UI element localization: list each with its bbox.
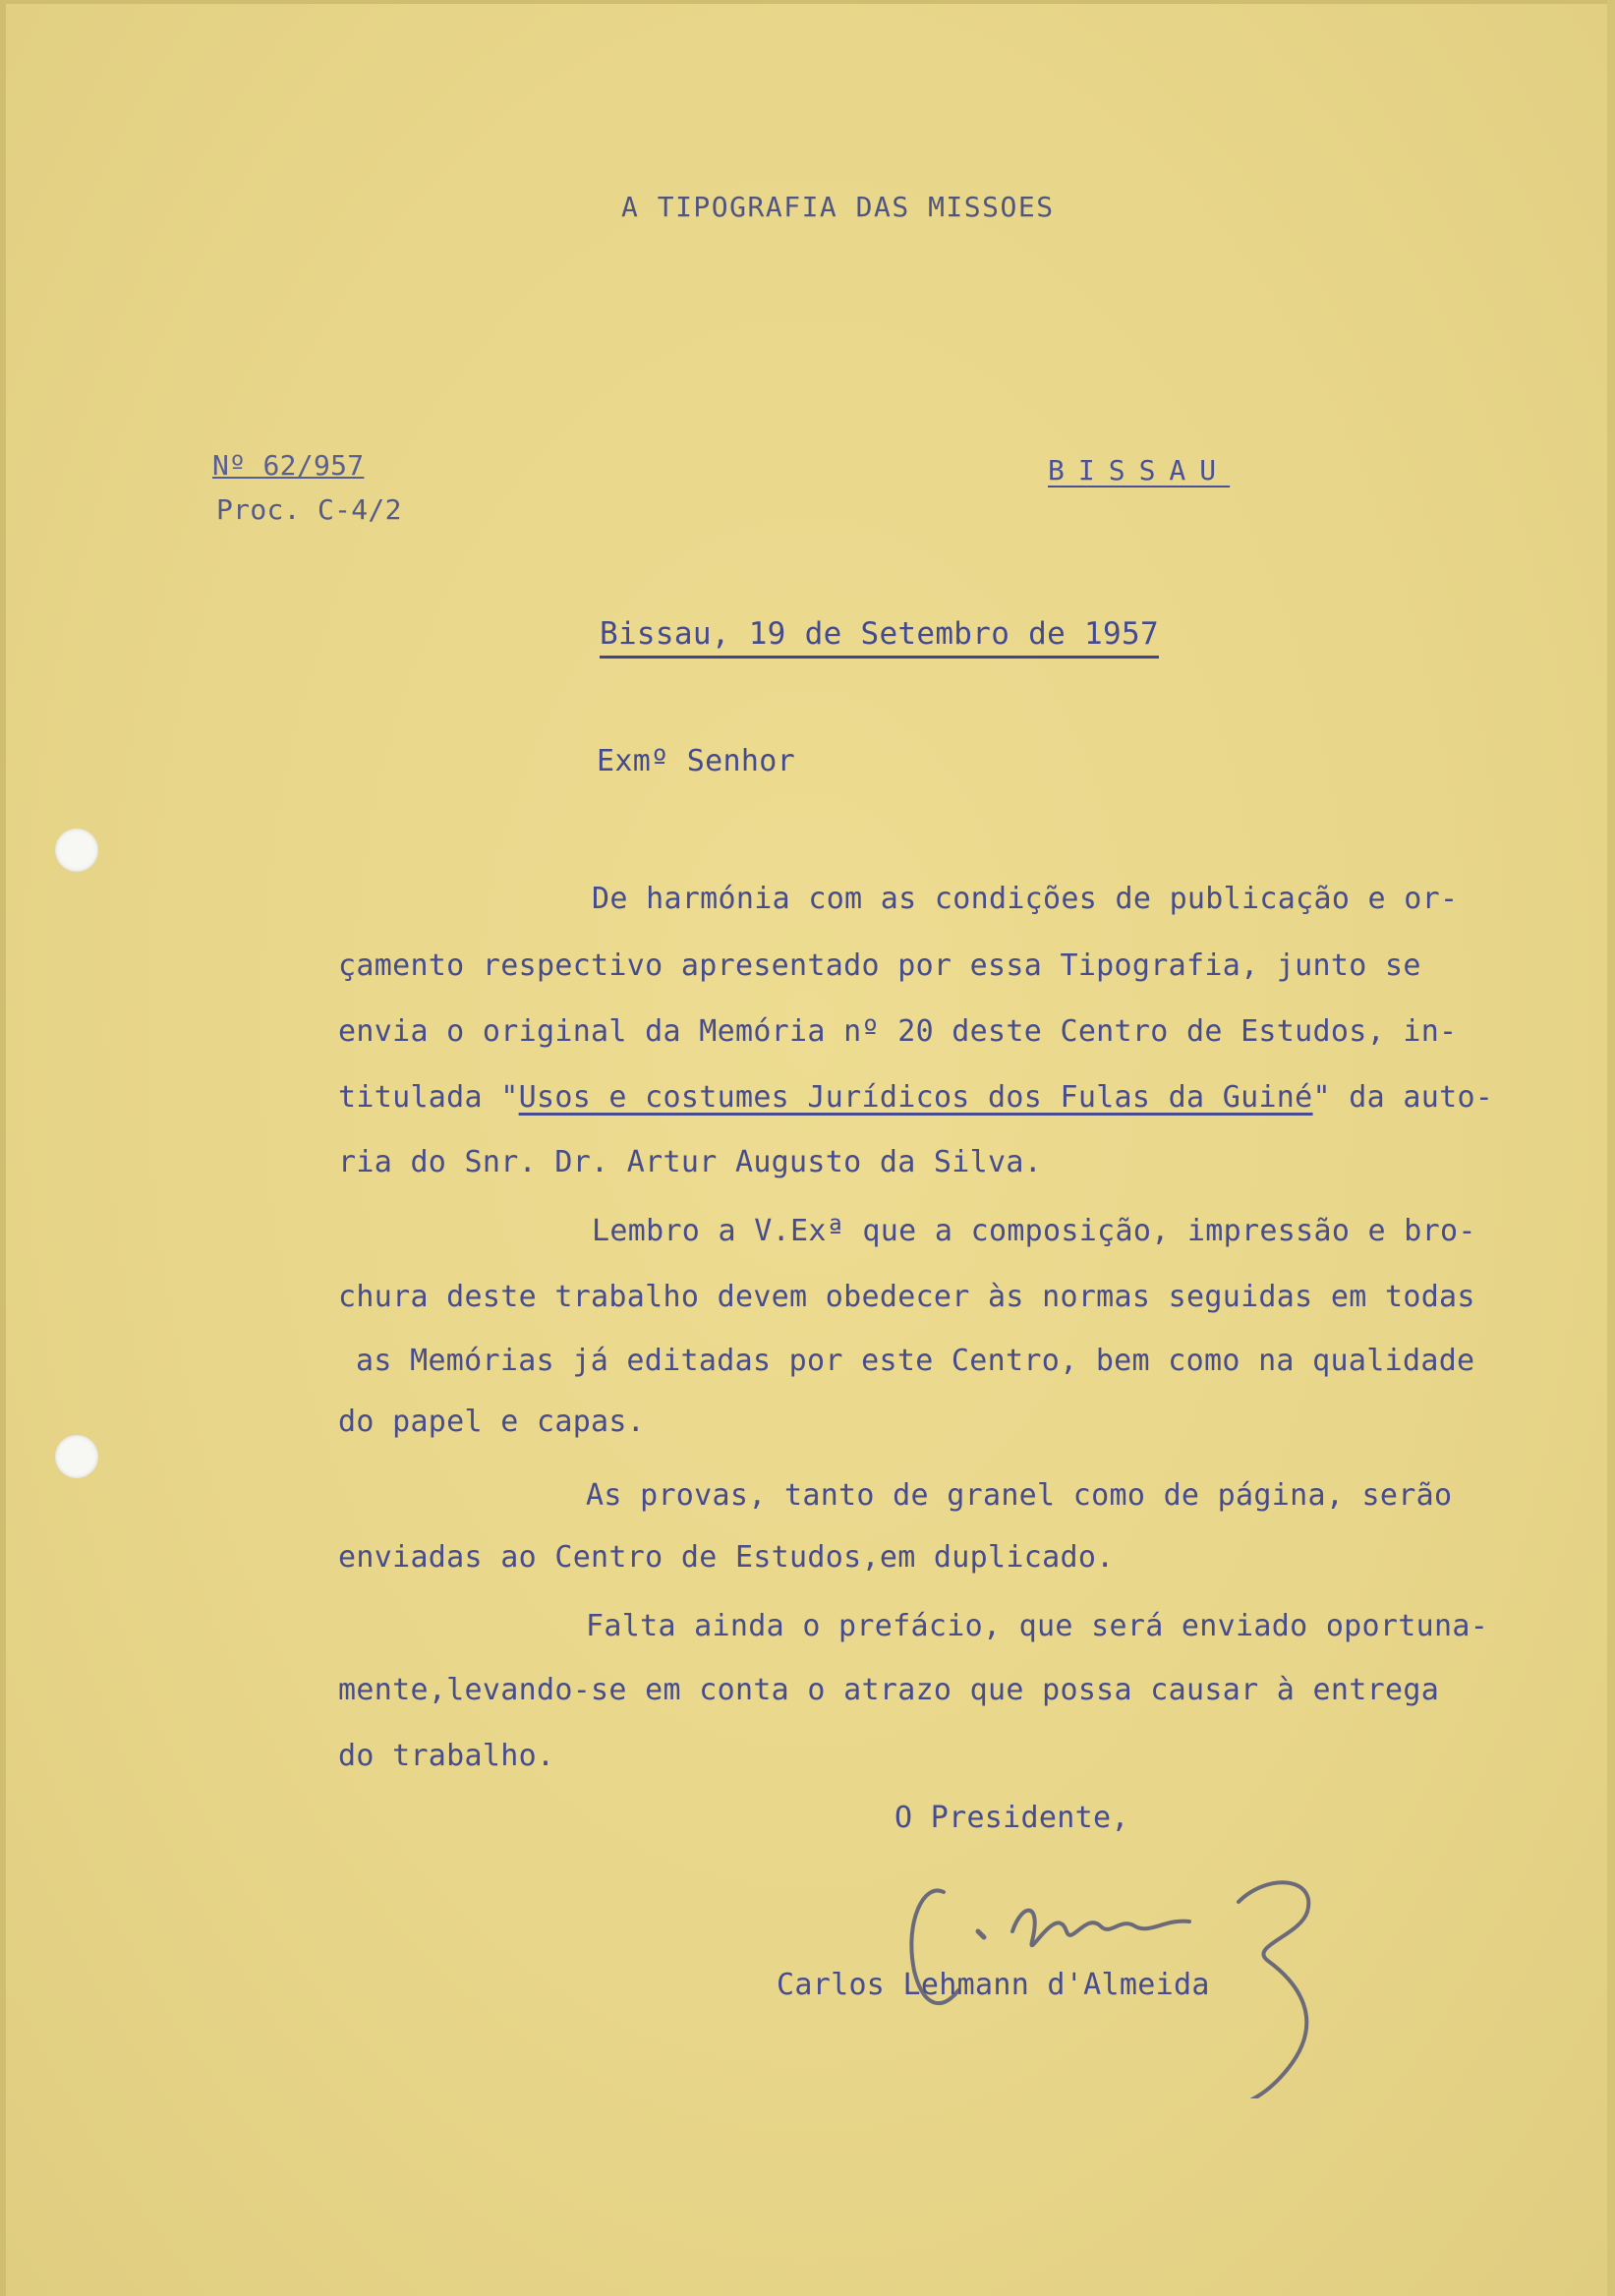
body-line: çamento respectivo apresentado por essa Tipografia, junto se: [338, 948, 1421, 983]
body-line-title: [338, 1080, 1494, 1115]
addressee-heading: A TIPOGRAFIA DAS MISSOES: [621, 191, 1055, 223]
punch-hole-bottom: [55, 1435, 98, 1478]
body-line: do trabalho.: [338, 1739, 555, 1773]
city-heading: BISSAU: [1048, 454, 1231, 487]
closing-title: O Presidente,: [894, 1801, 1129, 1835]
body-line: mente,levando-se em conta o atrazo que possa causar à entrega: [338, 1673, 1440, 1707]
process-reference: Proc. C-4/2: [216, 493, 402, 526]
body-line: envia o original da Memória nº 20 deste Centro de Estudos, in-: [338, 1014, 1458, 1049]
paper-edge-top: [0, 0, 1615, 4]
body-line: do papel e capas.: [338, 1405, 646, 1439]
body-line: As provas, tanto de granel como de página, serão: [586, 1478, 1453, 1513]
reference-number: Nº 62/957: [212, 449, 365, 482]
salutation: Exmº Senhor: [597, 744, 795, 778]
signer-name: Carlos Lehmann d'Almeida: [777, 1968, 1210, 2002]
body-line: as Memórias já editadas por este Centro, bem como na qualidade: [356, 1344, 1475, 1378]
title-close: " da auto-: [1312, 1080, 1494, 1115]
body-line: ria do Snr. Dr. Artur Augusto da Silva.: [338, 1145, 1043, 1179]
body-line: De harmónia com as condições de publicação e or-: [592, 882, 1459, 916]
paper-edge-right: [1607, 0, 1615, 2296]
body-line: Lembro a V.Exª que a composição, impressão e bro-: [592, 1214, 1476, 1248]
letter-date: Bissau, 19 de Setembro de 1957: [600, 619, 1159, 659]
body-line: enviadas ao Centro de Estudos,em duplicado.: [338, 1540, 1115, 1575]
paper-edge-left: [0, 0, 6, 2296]
punch-hole-top: [55, 829, 98, 872]
body-line: chura deste trabalho devem obedecer às normas seguidas em todas: [338, 1280, 1475, 1314]
body-line: Falta ainda o prefácio, que será enviado oportuna-: [586, 1609, 1489, 1643]
title-open: titulada ": [338, 1080, 519, 1115]
memoir-title: Usos e costumes Jurídicos dos Fulas da Guiné: [518, 1080, 1313, 1115]
